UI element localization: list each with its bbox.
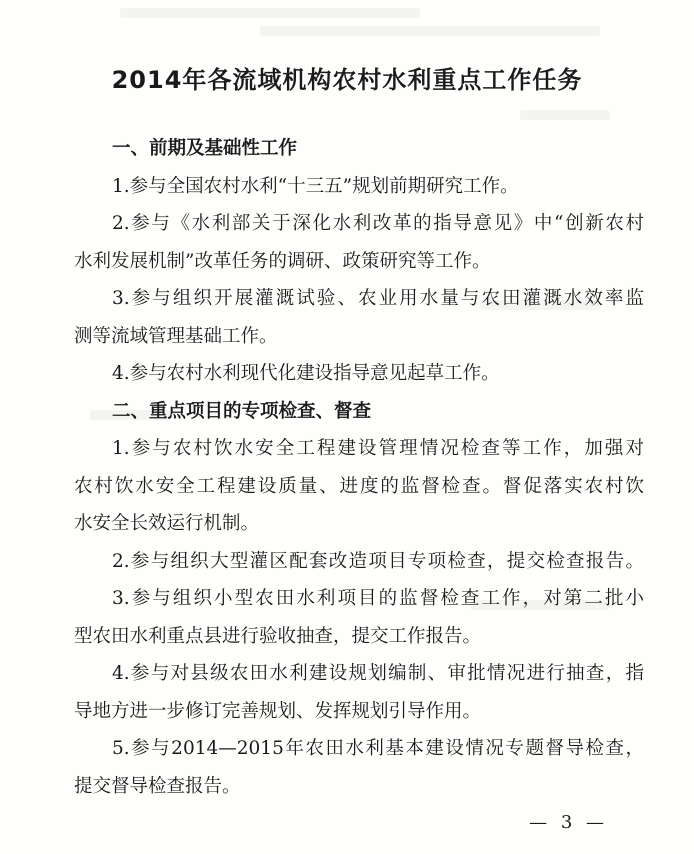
page-title: 2014年各流域机构农村水利重点工作任务 bbox=[111, 66, 583, 94]
bleed-through-mark bbox=[520, 110, 610, 120]
body-text-line: 2.参与《水利部关于深化水利改革的指导意见》中“创新农村 bbox=[112, 213, 644, 234]
section-heading: 一、前期及基础性工作 bbox=[112, 138, 298, 159]
body-text-line: 4.参与对县级农田水利建设规划编制、审批情况进行抽查，指 bbox=[112, 663, 644, 684]
body-text-line: 农村饮水安全工程建设质量、进度的监督检查。督促落实农村饮 bbox=[74, 475, 644, 497]
body-text-line: 型农田水利重点县进行验收抽查，提交工作报告。 bbox=[74, 625, 482, 647]
body-text-line: 3.参与组织小型农田水利项目的监督检查工作，对第二批小 bbox=[112, 588, 644, 609]
body-text-line: 1.参与全国农村水利“十三五”规划前期研究工作。 bbox=[112, 175, 519, 197]
body-text-line: 4.参与农村水利现代化建设指导意见起草工作。 bbox=[112, 363, 500, 384]
bleed-through-mark bbox=[120, 8, 420, 18]
page-number: — 3 — bbox=[529, 812, 608, 833]
body-text-line: 3.参与组织开展灌溉试验、农业用水量与农田灌溉水效率监 bbox=[112, 288, 644, 309]
body-text-line: 水安全长效运行机制。 bbox=[74, 513, 260, 534]
section-heading: 二、重点项目的专项检查、督查 bbox=[112, 400, 372, 422]
body-text-line: 提交督导检查报告。 bbox=[74, 775, 241, 797]
body-text-line: 5.参与2014—2015年农田水利基本建设情况专题督导检查， bbox=[112, 738, 644, 759]
body-text-line: 测等流域管理基础工作。 bbox=[74, 325, 278, 347]
document-body bbox=[74, 130, 644, 805]
body-text-line: 导地方进一步修订完善规划、发挥规划引导作用。 bbox=[74, 700, 482, 722]
body-text-line: 1.参与农村饮水安全工程建设管理情况检查等工作，加强对 bbox=[112, 438, 644, 459]
body-text-line: 水利发展机制”改革任务的调研、政策研究等工作。 bbox=[74, 250, 491, 272]
body-text-line: 2.参与组织大型灌区配套改造项目专项检查，提交检查报告。 bbox=[112, 550, 644, 572]
bleed-through-mark bbox=[260, 26, 600, 36]
